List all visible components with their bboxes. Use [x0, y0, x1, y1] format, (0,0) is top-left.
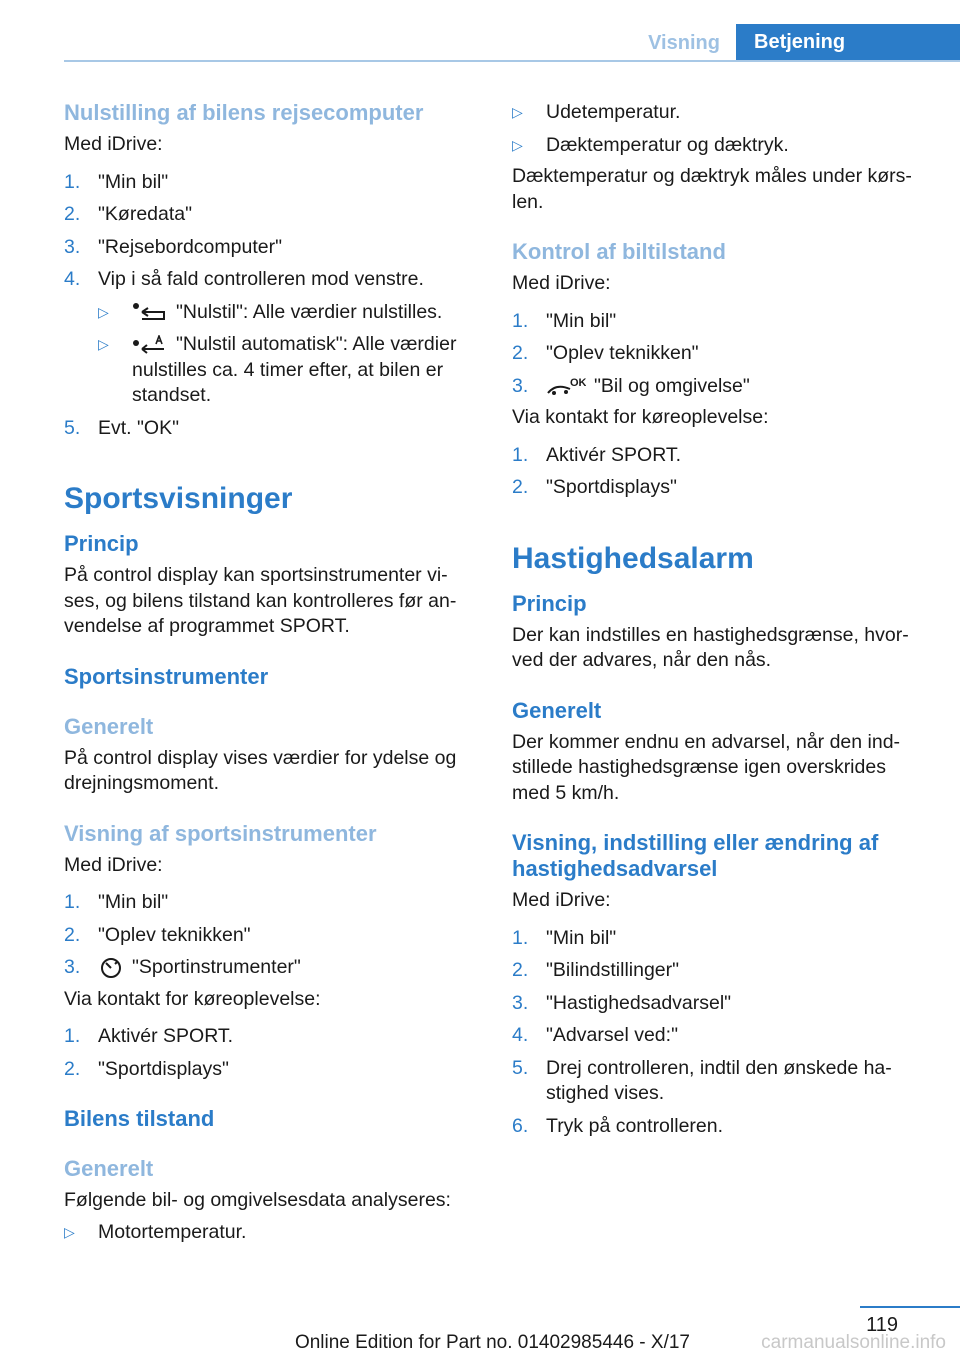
triangle-bullet-icon: ▷: [512, 136, 523, 153]
triangle-bullet-icon: ▷: [98, 303, 109, 320]
page-number: 119: [866, 1314, 898, 1336]
right-column: [512, 100, 928, 1139]
heading-kontrol: Kontrol af biltilstand: [512, 239, 726, 264]
ok-label: OK: [570, 377, 586, 390]
list-item: 5. Evt. "OK": [64, 416, 180, 439]
heading-bilens-tilstand: Bilens tilstand: [64, 1106, 215, 1131]
text-daektryk: Dæktemperatur og dæktryk måles under kørslen.: [512, 165, 912, 213]
list-item: 1. Aktivér SPORT.: [64, 1025, 234, 1047]
left-column: [64, 100, 468, 1245]
list-item: 2. "Sportdisplays": [64, 1057, 229, 1080]
heading-generelt: Generelt: [512, 697, 602, 723]
triangle-bullet-icon: ▷: [512, 104, 523, 120]
list-item: 2. "Oplev teknikken": [512, 342, 699, 364]
list-item: ▷ Dæktemperatur og dæktryk.: [512, 133, 928, 159]
list-item: 2. "Køredata": [64, 203, 193, 225]
list-item: ▷ Motortemperatur.: [64, 1220, 468, 1246]
sub-list-item-reset: ▷ "Nulstil": Alle værdier nulstilles.: [64, 300, 468, 326]
list-item: 1. "Min bil": [512, 309, 617, 332]
text-idrive: Med iDrive:: [512, 272, 611, 294]
text-via-kontakt: Via kontakt for køreoplevelse:: [64, 987, 321, 1010]
list-item: 2. "Sportdisplays": [512, 476, 677, 498]
triangle-bullet-icon: ▷: [98, 336, 109, 352]
text-princip: Der kan indstilles en hastighedsgrænse, hvorved der advares, når den nås.: [512, 623, 909, 671]
text-generelt: På control display vises værdier for ydelse og drejningsmoment.: [64, 746, 457, 794]
footer-rule: [860, 1306, 960, 1308]
bullets-data-cont: [512, 100, 928, 158]
heading-generelt-2: Generelt: [64, 1156, 154, 1181]
text-generelt: Der kommer endnu en advarsel, når den indstillede hastighedsgrænse igen overskrides med 5 km/h.: [512, 730, 901, 804]
list-item: 1. "Min bil": [64, 170, 169, 193]
reset-icon: [132, 302, 168, 322]
list-item: 2. "Oplev teknikken": [64, 923, 251, 946]
text-via-kontakt: Via kontakt for køreoplevelse:: [512, 406, 769, 428]
list-item: ▷ Udetemperatur.: [512, 100, 928, 126]
list-item: 3. "Sportinstrumenter": [64, 956, 301, 978]
list-item: 3. "Hastighedsadvarsel": [512, 991, 732, 1014]
auto-reset-icon: [132, 335, 168, 355]
heading-princip: Princip: [64, 531, 139, 556]
list-item: 4. Vip i så fald controlleren mod venstre.: [64, 268, 424, 290]
steps-sport-mode-2: [512, 443, 928, 501]
heading-sportsinstrumenter: Sportsinstrumenter: [64, 663, 269, 689]
triangle-bullet-icon: ▷: [64, 1223, 75, 1240]
bullets-data: [64, 1220, 468, 1246]
heading-sportsvisninger: Sportsvisninger: [64, 482, 293, 515]
text-idrive: Med iDrive:: [512, 889, 611, 911]
text-idrive: Med iDrive:: [64, 133, 163, 155]
steps-hastighedsadvarsel: [512, 926, 928, 1140]
sub-list-item-auto-reset: ▷ "Nulstil automatisk": Alle værdier nulstilles ca. 4 timer efter, at bilen er standset.: [64, 332, 468, 409]
edition-text: Online Edition for Part no. 01402985446 - X/17: [294, 1332, 690, 1353]
list-item: 1. "Min bil": [512, 926, 617, 949]
list-item: 3. "Rejsebordcomputer": [64, 235, 283, 258]
steps-sport-mode: [64, 1024, 468, 1082]
text-folgende: Følgende bil- og omgivelsesdata analyseres:: [64, 1189, 451, 1211]
heading-generelt: Generelt: [64, 713, 154, 739]
list-item: 4. "Advarsel ved:": [512, 1024, 678, 1046]
list-item: 1. Aktivér SPORT.: [512, 443, 682, 466]
tab-visning[interactable]: Visning: [648, 31, 720, 54]
tab-betjening[interactable]: Betjening: [736, 24, 960, 61]
gauge-icon: [98, 957, 124, 979]
list-item: 6. Tryk på controlleren.: [512, 1114, 724, 1137]
list-item: 1. "Min bil": [64, 891, 169, 913]
heading-visning-hastighedsadvarsel: Visning, indstilling eller ændring af hastighedsadvarsel: [512, 830, 879, 881]
watermark: carmanualsonline.info: [761, 1332, 946, 1353]
list-item: 5. Drej controlleren, indtil den ønskede hastighed vises.: [512, 1056, 892, 1104]
text-idrive: Med iDrive:: [64, 853, 163, 876]
header-rule: [64, 60, 960, 62]
text-princip: På control display kan sportsinstrumenter vises, og bilens tilstand kan kontrolleres før anvendelse af programmet SPORT.: [64, 564, 457, 637]
steps-reset: [64, 170, 468, 442]
heading-princip: Princip: [512, 590, 587, 616]
heading-visning-sportsinstrumenter: Visning af sportsinstrumenter: [64, 820, 377, 846]
heading-reset-trip-computer: Nulstilling af bilens rejsecomputer: [64, 100, 424, 125]
steps-sportsinstrumenter: [64, 890, 468, 981]
steps-kontrol: [512, 309, 928, 400]
car-ok-icon: [546, 375, 586, 397]
list-item: 3. OK "Bil og omgivelse": [512, 374, 750, 397]
list-item: 2. "Bilindstillinger": [512, 959, 680, 981]
heading-hastighedsalarm: Hastighedsalarm: [512, 541, 754, 575]
